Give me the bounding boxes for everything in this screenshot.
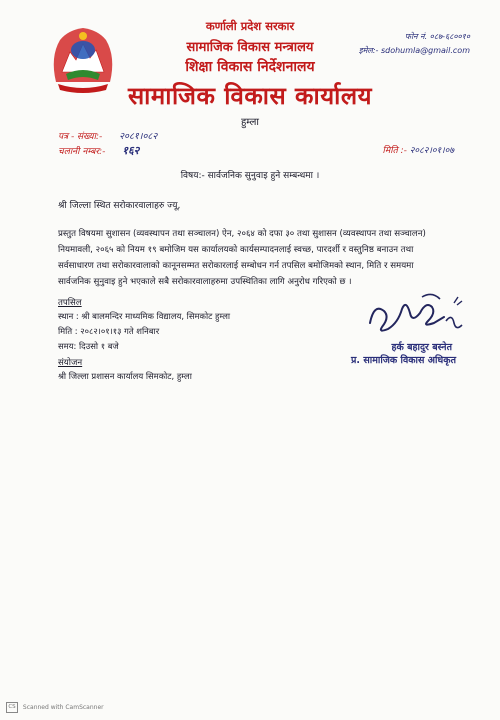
subject-line: विषय:- सार्वजनिक सुनुवाइ हुने सम्बन्धमा ।: [180, 171, 320, 181]
date-label: मिति :-: [382, 146, 407, 156]
handwritten-signature: [362, 283, 472, 343]
camscanner-icon: CS: [6, 702, 18, 713]
dispatch-number-value: १६२: [122, 144, 140, 157]
signatory-title: प्र. सामाजिक विकास अधिकृत: [351, 355, 456, 366]
scanner-footer: [6, 702, 104, 713]
body-line: सार्वजनिक सुनुवाइ हुने भएकाले सबै सरोकारवालाहरुमा उपस्थितिका लागि अनुरोध गरिएको छ ।: [58, 277, 352, 287]
details-date: मिति : २०८२।०१।१३ गते शनिबार: [58, 326, 160, 336]
letter-body: [58, 226, 456, 290]
ref-number-label: पत्र - संख्या:-: [58, 132, 103, 142]
office-title: सामाजिक विकास कार्यालय: [127, 82, 373, 110]
date-row: [383, 143, 454, 156]
dispatch-number-label: चलानी नम्बर:-: [58, 147, 106, 157]
date-value: २०८२।०१।०७: [409, 146, 454, 156]
details-time: समय: दिउसो १ बजे: [58, 341, 119, 351]
email-address: इमेल:- sdohumla@gmail.com: [358, 46, 470, 55]
details-place: स्थान : श्री बालमन्दिर माध्यमिक विद्यालय, सिमकोट हुम्ला: [58, 311, 231, 321]
coordination-office: श्री जिल्ला प्रशासन कार्यालय सिमकोट, हुम्ला: [58, 371, 192, 381]
signatory-name: हर्क बहादुर बस्नेत: [391, 342, 452, 353]
ministry-heading: सामाजिक विकास मन्त्रालय: [186, 40, 314, 55]
ref-number-value: २०८१।०८२: [119, 131, 158, 142]
scanner-footer-text: Scanned with CamScanner: [22, 704, 104, 711]
phone-number: फोन नं. ०८७-६८००१०: [404, 32, 470, 41]
body-line: सर्वसाधारण तथा सरोकारवालाको कानूनसम्मत सरोकारलाई सम्बोधन गर्न तपसिल बमोजिमको स्थान, मिति र समयमा: [58, 261, 414, 271]
dispatch-number-row: [58, 143, 139, 158]
addressee: श्री जिल्ला स्थित सरोकारवालाहरु ज्यू,: [58, 201, 181, 211]
ref-number-row: [58, 129, 157, 142]
coordination-heading: संयोजन: [58, 358, 83, 368]
body-line: प्रस्तुत विषयमा सुशासन (व्यवस्थापन तथा सञ्चालन) ऐन, २०६४ को दफा ३० तथा सुशासन (व्यवस्थापन तथा सञ्चालन): [58, 229, 426, 239]
body-line: नियमावली, २०६५ को नियम १९ बमोजिम यस कार्यालयको कार्यसम्पादनलाई स्वच्छ, पारदर्शी र वस्तुनिष्ठ बनाउन तथा: [58, 245, 414, 255]
province-heading: कर्णाली प्रदेश सरकार: [205, 19, 295, 33]
district-label: हुम्ला: [241, 117, 259, 128]
details-heading: तपसिल: [58, 298, 82, 308]
directorate-heading: शिक्षा विकास निर्देशनालय: [185, 59, 315, 75]
